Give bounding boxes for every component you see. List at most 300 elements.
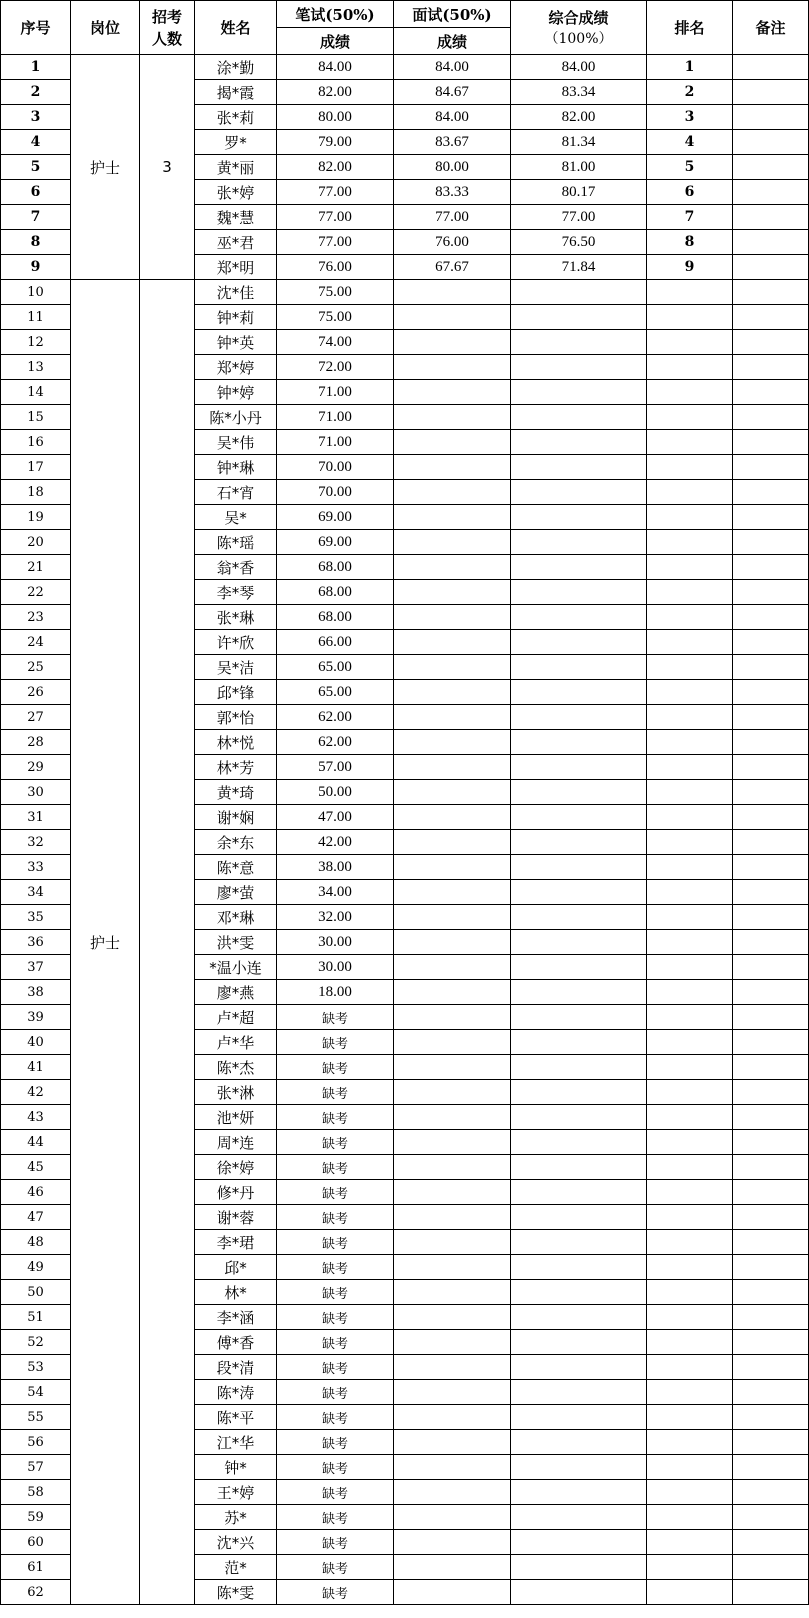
rank-cell	[647, 1555, 733, 1580]
total-score-cell	[511, 1030, 647, 1055]
header-interview-sub: 成绩	[394, 28, 511, 55]
written-score-cell: 18.00	[277, 980, 394, 1005]
written-score-cell: 79.00	[277, 130, 394, 155]
seq-cell: 19	[1, 505, 71, 530]
absent-status-cell: 缺考	[277, 1230, 394, 1255]
interview-score-cell	[394, 480, 511, 505]
remark-cell	[733, 130, 809, 155]
rank-cell	[647, 630, 733, 655]
rank-cell	[647, 1430, 733, 1455]
seq-cell: 57	[1, 1455, 71, 1480]
total-score-cell	[511, 605, 647, 630]
remark-cell	[733, 1380, 809, 1405]
rank-cell: 6	[647, 180, 733, 205]
remark-cell	[733, 380, 809, 405]
interview-score-cell	[394, 1205, 511, 1230]
absent-status-cell: 缺考	[277, 1130, 394, 1155]
table-header	[1, 1, 809, 55]
name-cell: 林*悦	[195, 730, 277, 755]
remark-cell	[733, 205, 809, 230]
remark-cell	[733, 1005, 809, 1030]
interview-score-cell	[394, 780, 511, 805]
remark-cell	[733, 305, 809, 330]
remark-cell	[733, 80, 809, 105]
absent-status-cell: 缺考	[277, 1455, 394, 1480]
total-score-cell	[511, 1405, 647, 1430]
rank-cell	[647, 1330, 733, 1355]
remark-cell	[733, 405, 809, 430]
remark-cell	[733, 605, 809, 630]
written-score-cell: 77.00	[277, 230, 394, 255]
rank-cell	[647, 405, 733, 430]
seq-cell: 2	[1, 80, 71, 105]
name-cell: 揭*霞	[195, 80, 277, 105]
interview-score-cell	[394, 680, 511, 705]
name-cell: 钟*琳	[195, 455, 277, 480]
name-cell: 陈*意	[195, 855, 277, 880]
seq-cell: 11	[1, 305, 71, 330]
name-cell: 王*婷	[195, 1480, 277, 1505]
table-body	[1, 55, 809, 1605]
written-score-cell: 68.00	[277, 555, 394, 580]
rank-cell	[647, 1130, 733, 1155]
written-score-cell: 75.00	[277, 305, 394, 330]
name-cell: 陈*雯	[195, 1580, 277, 1605]
remark-cell	[733, 1105, 809, 1130]
seq-cell: 28	[1, 730, 71, 755]
total-score-cell	[511, 405, 647, 430]
name-cell: 邱*锋	[195, 680, 277, 705]
name-cell: 段*清	[195, 1355, 277, 1380]
name-cell: 沈*兴	[195, 1530, 277, 1555]
seq-cell: 36	[1, 930, 71, 955]
written-score-cell: 71.00	[277, 405, 394, 430]
name-cell: 卢*超	[195, 1005, 277, 1030]
interview-score-cell	[394, 1105, 511, 1130]
interview-score-cell	[394, 1030, 511, 1055]
seq-cell: 45	[1, 1155, 71, 1180]
absent-status-cell: 缺考	[277, 1530, 394, 1555]
seq-cell: 4	[1, 130, 71, 155]
remark-cell	[733, 1255, 809, 1280]
rank-cell	[647, 1505, 733, 1530]
seq-cell: 22	[1, 580, 71, 605]
total-score-cell	[511, 1280, 647, 1305]
interview-score-cell	[394, 930, 511, 955]
interview-score-cell	[394, 730, 511, 755]
interview-score-cell: 83.33	[394, 180, 511, 205]
seq-cell: 54	[1, 1380, 71, 1405]
total-score-cell	[511, 1055, 647, 1080]
name-cell: 巫*君	[195, 230, 277, 255]
interview-score-cell	[394, 705, 511, 730]
rank-cell	[647, 930, 733, 955]
rank-cell	[647, 1205, 733, 1230]
total-score-cell	[511, 1105, 647, 1130]
written-score-cell: 66.00	[277, 630, 394, 655]
name-cell: 钟*	[195, 1455, 277, 1480]
post-cell: 护士	[71, 55, 140, 280]
total-score-cell: 82.00	[511, 105, 647, 130]
total-score-cell	[511, 1130, 647, 1155]
rank-cell	[647, 955, 733, 980]
rank-cell	[647, 805, 733, 830]
total-score-cell	[511, 305, 647, 330]
remark-cell	[733, 1155, 809, 1180]
seq-cell: 43	[1, 1105, 71, 1130]
header-name: 姓名	[195, 1, 277, 55]
seq-cell: 6	[1, 180, 71, 205]
absent-status-cell: 缺考	[277, 1055, 394, 1080]
total-score-cell	[511, 905, 647, 930]
name-cell: 卢*华	[195, 1030, 277, 1055]
name-cell: 江*华	[195, 1430, 277, 1455]
rank-cell	[647, 1230, 733, 1255]
written-score-cell: 69.00	[277, 530, 394, 555]
rank-cell	[647, 1080, 733, 1105]
written-score-cell: 77.00	[277, 180, 394, 205]
total-score-cell: 81.00	[511, 155, 647, 180]
written-score-cell: 65.00	[277, 655, 394, 680]
remark-cell	[733, 1030, 809, 1055]
name-cell: 池*妍	[195, 1105, 277, 1130]
seq-cell: 42	[1, 1080, 71, 1105]
rank-cell	[647, 980, 733, 1005]
interview-score-cell: 83.67	[394, 130, 511, 155]
remark-cell	[733, 630, 809, 655]
total-score-cell: 83.34	[511, 80, 647, 105]
rank-cell	[647, 1055, 733, 1080]
interview-score-cell: 84.67	[394, 80, 511, 105]
remark-cell	[733, 455, 809, 480]
remark-cell	[733, 330, 809, 355]
seq-cell: 10	[1, 280, 71, 305]
rank-cell	[647, 1105, 733, 1130]
seq-cell: 44	[1, 1130, 71, 1155]
interview-score-cell	[394, 1080, 511, 1105]
seq-cell: 39	[1, 1005, 71, 1030]
total-score-cell	[511, 1205, 647, 1230]
interview-score-cell	[394, 630, 511, 655]
total-score-cell	[511, 430, 647, 455]
seq-cell: 27	[1, 705, 71, 730]
total-score-cell	[511, 830, 647, 855]
remark-cell	[733, 1530, 809, 1555]
seq-cell: 26	[1, 680, 71, 705]
remark-cell	[733, 1430, 809, 1455]
total-score-cell	[511, 655, 647, 680]
remark-cell	[733, 855, 809, 880]
name-cell: 傅*香	[195, 1330, 277, 1355]
absent-status-cell: 缺考	[277, 1330, 394, 1355]
interview-score-cell: 76.00	[394, 230, 511, 255]
total-score-cell	[511, 680, 647, 705]
rank-cell	[647, 1455, 733, 1480]
remark-cell	[733, 805, 809, 830]
interview-score-cell	[394, 955, 511, 980]
rank-cell	[647, 1005, 733, 1030]
interview-score-cell	[394, 1455, 511, 1480]
interview-score-cell	[394, 1480, 511, 1505]
total-score-cell	[511, 630, 647, 655]
total-score-cell	[511, 1505, 647, 1530]
seq-cell: 41	[1, 1055, 71, 1080]
total-score-cell	[511, 380, 647, 405]
seq-cell: 47	[1, 1205, 71, 1230]
interview-score-cell	[394, 1305, 511, 1330]
remark-cell	[733, 355, 809, 380]
name-cell: 黄*丽	[195, 155, 277, 180]
name-cell: 魏*慧	[195, 205, 277, 230]
rank-cell: 8	[647, 230, 733, 255]
name-cell: 李*琴	[195, 580, 277, 605]
seq-cell: 1	[1, 55, 71, 80]
rank-cell	[647, 1380, 733, 1405]
remark-cell	[733, 280, 809, 305]
interview-score-cell	[394, 1155, 511, 1180]
rank-cell	[647, 855, 733, 880]
written-score-cell: 80.00	[277, 105, 394, 130]
interview-score-cell: 77.00	[394, 205, 511, 230]
remark-cell	[733, 930, 809, 955]
interview-score-cell	[394, 905, 511, 930]
total-score-cell: 84.00	[511, 55, 647, 80]
name-cell: 邓*琳	[195, 905, 277, 930]
written-score-cell: 69.00	[277, 505, 394, 530]
interview-score-cell	[394, 830, 511, 855]
header-seq: 序号	[1, 1, 71, 55]
written-score-cell: 30.00	[277, 930, 394, 955]
interview-score-cell	[394, 880, 511, 905]
header-quota: 招考人数	[140, 1, 195, 55]
seq-cell: 46	[1, 1180, 71, 1205]
interview-score-cell	[394, 1255, 511, 1280]
name-cell: 陈*杰	[195, 1055, 277, 1080]
seq-cell: 60	[1, 1530, 71, 1555]
total-score-cell	[511, 1305, 647, 1330]
name-cell: 翁*香	[195, 555, 277, 580]
interview-score-cell	[394, 605, 511, 630]
name-cell: 陈*涛	[195, 1380, 277, 1405]
remark-cell	[733, 480, 809, 505]
total-score-cell	[511, 530, 647, 555]
interview-score-cell	[394, 855, 511, 880]
seq-cell: 13	[1, 355, 71, 380]
interview-score-cell	[394, 1380, 511, 1405]
seq-cell: 52	[1, 1330, 71, 1355]
total-score-cell	[511, 855, 647, 880]
absent-status-cell: 缺考	[277, 1255, 394, 1280]
written-score-cell: 62.00	[277, 730, 394, 755]
table-row	[1, 280, 809, 305]
interview-score-cell	[394, 280, 511, 305]
remark-cell	[733, 1055, 809, 1080]
absent-status-cell: 缺考	[277, 1080, 394, 1105]
name-cell: 陈*小丹	[195, 405, 277, 430]
remark-cell	[733, 905, 809, 930]
rank-cell	[647, 280, 733, 305]
total-score-cell: 81.34	[511, 130, 647, 155]
name-cell: 谢*蓉	[195, 1205, 277, 1230]
rank-cell	[647, 480, 733, 505]
interview-score-cell	[394, 1430, 511, 1455]
seq-cell: 49	[1, 1255, 71, 1280]
remark-cell	[733, 530, 809, 555]
name-cell: 谢*娴	[195, 805, 277, 830]
rank-cell: 2	[647, 80, 733, 105]
name-cell: 廖*燕	[195, 980, 277, 1005]
name-cell: 李*涵	[195, 1305, 277, 1330]
name-cell: 郑*婷	[195, 355, 277, 380]
written-score-cell: 70.00	[277, 480, 394, 505]
interview-score-cell	[394, 380, 511, 405]
interview-score-cell	[394, 980, 511, 1005]
interview-score-cell	[394, 1230, 511, 1255]
interview-score-cell	[394, 530, 511, 555]
seq-cell: 35	[1, 905, 71, 930]
total-score-cell	[511, 1555, 647, 1580]
name-cell: 邱*	[195, 1255, 277, 1280]
name-cell: 黄*琦	[195, 780, 277, 805]
interview-score-cell	[394, 405, 511, 430]
total-score-cell	[511, 780, 647, 805]
table-row	[1, 55, 809, 80]
interview-score-cell	[394, 1530, 511, 1555]
name-cell: *温小连	[195, 955, 277, 980]
seq-cell: 40	[1, 1030, 71, 1055]
remark-cell	[733, 1230, 809, 1255]
interview-score-cell	[394, 1555, 511, 1580]
total-score-cell	[511, 1480, 647, 1505]
rank-cell: 5	[647, 155, 733, 180]
remark-cell	[733, 155, 809, 180]
rank-cell	[647, 680, 733, 705]
rank-cell	[647, 1180, 733, 1205]
remark-cell	[733, 1355, 809, 1380]
remark-cell	[733, 180, 809, 205]
header-remark: 备注	[733, 1, 809, 55]
remark-cell	[733, 1480, 809, 1505]
total-score-cell: 71.84	[511, 255, 647, 280]
remark-cell	[733, 255, 809, 280]
seq-cell: 21	[1, 555, 71, 580]
seq-cell: 34	[1, 880, 71, 905]
seq-cell: 53	[1, 1355, 71, 1380]
name-cell: 钟*婷	[195, 380, 277, 405]
remark-cell	[733, 105, 809, 130]
written-score-cell: 71.00	[277, 380, 394, 405]
written-score-cell: 76.00	[277, 255, 394, 280]
interview-score-cell	[394, 1330, 511, 1355]
remark-cell	[733, 730, 809, 755]
interview-score-cell	[394, 755, 511, 780]
name-cell: 石*宵	[195, 480, 277, 505]
remark-cell	[733, 230, 809, 255]
interview-score-cell	[394, 1055, 511, 1080]
header-interview: 面试(50%)	[394, 1, 511, 28]
written-score-cell: 68.00	[277, 605, 394, 630]
seq-cell: 3	[1, 105, 71, 130]
rank-cell: 9	[647, 255, 733, 280]
interview-score-cell	[394, 455, 511, 480]
absent-status-cell: 缺考	[277, 1430, 394, 1455]
seq-cell: 14	[1, 380, 71, 405]
name-cell: 徐*婷	[195, 1155, 277, 1180]
written-score-cell: 84.00	[277, 55, 394, 80]
remark-cell	[733, 655, 809, 680]
name-cell: 张*琳	[195, 605, 277, 630]
absent-status-cell: 缺考	[277, 1305, 394, 1330]
rank-cell	[647, 755, 733, 780]
seq-cell: 61	[1, 1555, 71, 1580]
rank-cell	[647, 305, 733, 330]
quota-cell	[140, 280, 195, 1605]
remark-cell	[733, 1080, 809, 1105]
rank-cell	[647, 455, 733, 480]
header-written: 笔试(50%)	[277, 1, 394, 28]
total-score-cell: 77.00	[511, 205, 647, 230]
written-score-cell: 82.00	[277, 80, 394, 105]
seq-cell: 30	[1, 780, 71, 805]
interview-score-cell: 80.00	[394, 155, 511, 180]
rank-cell	[647, 580, 733, 605]
written-score-cell: 75.00	[277, 280, 394, 305]
total-score-cell	[511, 455, 647, 480]
remark-cell	[733, 1330, 809, 1355]
total-score-cell	[511, 1530, 647, 1555]
name-cell: 钟*莉	[195, 305, 277, 330]
name-cell: 修*丹	[195, 1180, 277, 1205]
seq-cell: 12	[1, 330, 71, 355]
rank-cell: 7	[647, 205, 733, 230]
total-score-cell: 76.50	[511, 230, 647, 255]
written-score-cell: 65.00	[277, 680, 394, 705]
rank-cell	[647, 605, 733, 630]
remark-cell	[733, 505, 809, 530]
total-score-cell	[511, 355, 647, 380]
name-cell: 罗*	[195, 130, 277, 155]
remark-cell	[733, 1405, 809, 1430]
written-score-cell: 82.00	[277, 155, 394, 180]
remark-cell	[733, 1305, 809, 1330]
seq-cell: 51	[1, 1305, 71, 1330]
rank-cell	[647, 555, 733, 580]
name-cell: 林*	[195, 1280, 277, 1305]
remark-cell	[733, 555, 809, 580]
seq-cell: 37	[1, 955, 71, 980]
rank-cell	[647, 330, 733, 355]
absent-status-cell: 缺考	[277, 1380, 394, 1405]
total-score-cell	[511, 930, 647, 955]
name-cell: 李*珺	[195, 1230, 277, 1255]
remark-cell	[733, 880, 809, 905]
total-score-cell	[511, 280, 647, 305]
interview-score-cell: 67.67	[394, 255, 511, 280]
total-score-cell	[511, 755, 647, 780]
header-total-label: 综合成绩	[548, 9, 609, 27]
rank-cell	[647, 1530, 733, 1555]
total-score-cell	[511, 1005, 647, 1030]
name-cell: 张*淋	[195, 1080, 277, 1105]
rank-cell	[647, 1355, 733, 1380]
remark-cell	[733, 430, 809, 455]
rank-cell	[647, 355, 733, 380]
rank-cell: 3	[647, 105, 733, 130]
seq-cell: 33	[1, 855, 71, 880]
remark-cell	[733, 680, 809, 705]
rank-cell	[647, 1030, 733, 1055]
written-score-cell: 72.00	[277, 355, 394, 380]
